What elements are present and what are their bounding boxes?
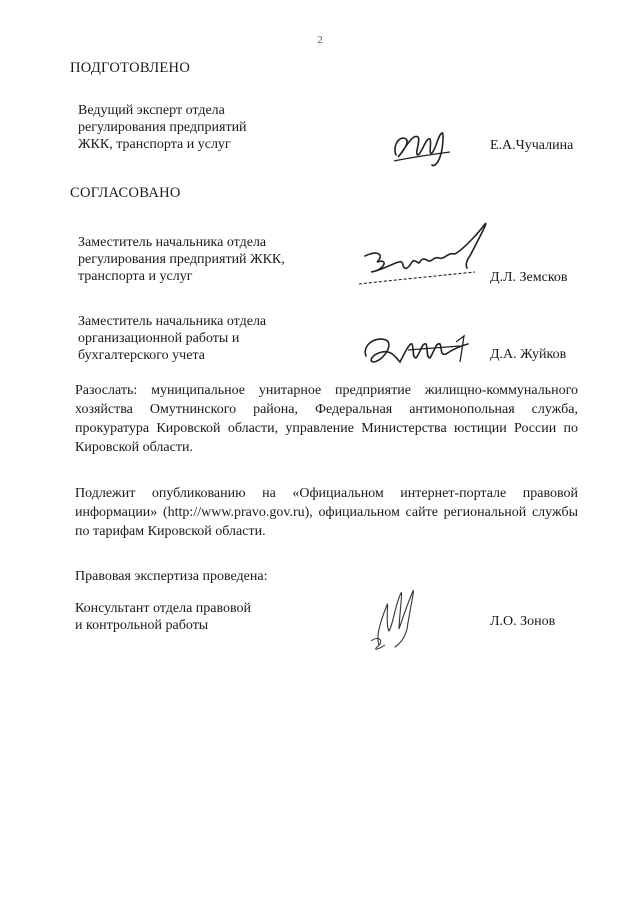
signature-zhuykov <box>360 328 475 373</box>
position-line: бухгалтерского учета <box>78 348 205 363</box>
position-line: регулирования предприятий <box>78 120 247 135</box>
legal-review-position <box>75 600 251 634</box>
position-line: Заместитель начальника отдела <box>78 314 267 329</box>
signatory-zemskov-name: Д.Л. Земсков <box>490 270 568 285</box>
position-line: транспорта и услуг <box>78 269 193 284</box>
signature-zonov <box>365 585 425 655</box>
position-line: организационной работы и <box>78 331 240 346</box>
prepared-position <box>78 102 247 153</box>
signatory-zemskov-position <box>78 234 285 285</box>
page-number: 2 <box>317 34 323 46</box>
signature-chuchalina <box>388 125 458 170</box>
signature-zemskov <box>355 214 495 294</box>
position-line: и контрольной работы <box>75 618 209 633</box>
legal-review-statement <box>75 568 267 585</box>
prepared-name: Е.А.Чучалина <box>490 138 574 153</box>
distribution-paragraph: Разослать: муниципальное унитарное предприятие жилищно-коммунального хозяйства Омутнинского района, Федеральная антимонопольная служба, прокуратура Кировской области, управление Министерства юстиции России по Кировской области. <box>75 383 578 455</box>
statement-text: Правовая экспертиза проведена: <box>75 569 268 584</box>
position-line: Заместитель начальника отдела <box>78 235 267 250</box>
position-line: ЖКК, транспорта и услуг <box>78 137 231 152</box>
position-line: регулирования предприятий ЖКК, <box>78 252 285 267</box>
signatory-zhuykov-position <box>78 313 266 364</box>
position-line: Ведущий эксперт отдела <box>78 103 225 118</box>
signatory-zhuykov-name: Д.А. Жуйков <box>490 347 567 362</box>
legal-review-name: Л.О. Зонов <box>490 614 556 629</box>
prepared-heading: ПОДГОТОВЛЕНО <box>70 60 191 76</box>
position-line: Консультант отдела правовой <box>75 601 252 616</box>
agreed-heading: СОГЛАСОВАНО <box>70 185 181 201</box>
publication-paragraph: Подлежит опубликованию на «Официальном интернет-портале правовой информации» (http://www.pravo.gov.ru), официальном сайте региональной службы по тарифам Кировской области. <box>75 486 578 539</box>
